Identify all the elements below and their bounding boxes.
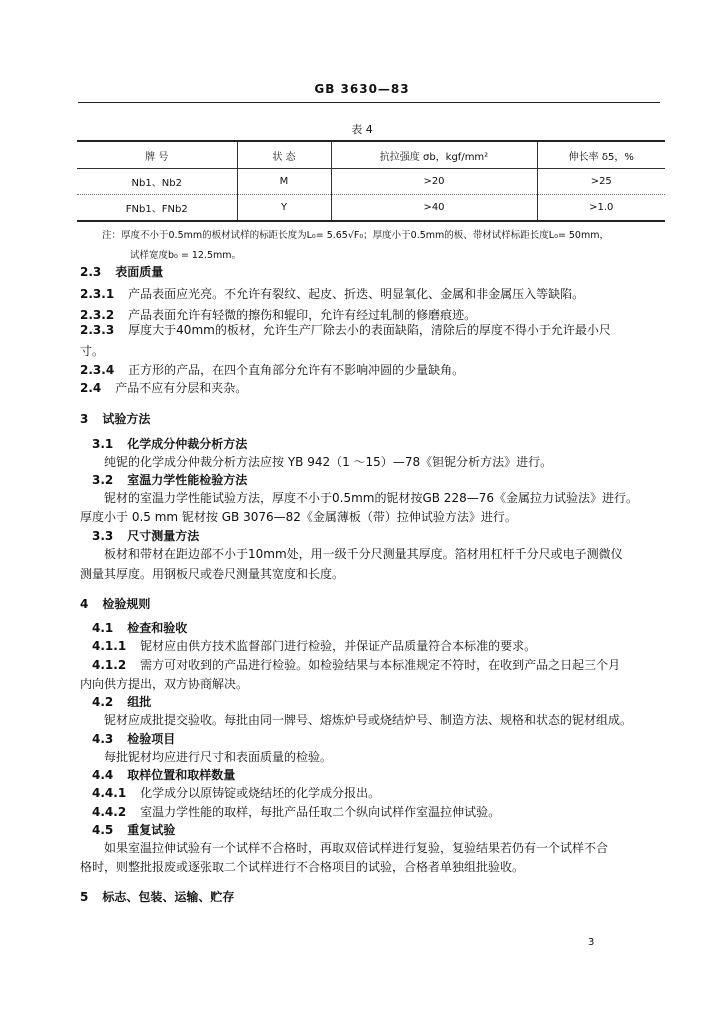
table-caption: 表 4 (351, 123, 373, 136)
section-number: 4.3 (92, 732, 114, 746)
section-number: 4.4 (92, 768, 114, 782)
clause-text: 产品表面应光亮。不允许有裂纹、起皮、折迭、明显氧化、金属和非金属压入等缺陷。 (128, 287, 585, 301)
section-title: 取样位置和取样数量 (127, 768, 236, 782)
clause-number: 2.3.1 (80, 287, 115, 301)
table-cell: >20 (331, 169, 537, 195)
table-cell: >40 (331, 195, 537, 222)
section-heading (80, 264, 670, 281)
section-heading (92, 822, 682, 839)
section-title: 室温力学性能检验方法 (127, 473, 248, 487)
column-header: 抗拉强度 σb，kgf/mm² (331, 141, 537, 169)
table-cell: >1.0 (537, 195, 665, 222)
section-title: 组批 (127, 695, 152, 709)
clause-text: 产品表面允许有轻微的擦伤和辊印，允许有经过轧制的修磨痕迹。 (128, 308, 477, 322)
table-cell: >25 (537, 169, 665, 195)
paragraph-line: 测量其厚度。用钢板尺或卷尺测量其宽度和长度。 (80, 567, 345, 581)
paragraph-line: 铌材的室温力学性能试验方法，厚度不小于0.5mm的铌材按GB 228—76《金属拉力试验法》进行。 (104, 491, 638, 505)
clause-text: 化学成分以原铸锭或烧结坯的化学成分报出。 (140, 786, 381, 800)
clause-text: 产品不应有分层和夹杂。 (115, 381, 248, 395)
table-header-row (77, 141, 665, 169)
clause-number: 4.1.1 (92, 639, 127, 653)
section-number: 3.3 (92, 529, 114, 543)
paragraph: 铌材应成批提交验收。每批由同一牌号、熔炼炉号或烧结炉号、制造方法、规格和状态的铌材组成。 (104, 713, 633, 727)
clause-text: 室温力学性能的取样，每批产品任取二个纵向试样作室温拉伸试验。 (140, 805, 501, 819)
section-title: 重复试验 (127, 823, 176, 837)
table-note-line: 试样宽度b₀ = 12.5mm。 (130, 250, 241, 261)
table-row (77, 169, 665, 195)
section-heading (92, 528, 682, 545)
paragraph-line: 板材和带材在距边部不小于10mm处，用一级千分尺测量其厚度。箔材用杠杆千分尺或电子测微仪 (104, 547, 623, 561)
section-title: 尺寸测量方法 (127, 529, 200, 543)
clause (80, 380, 670, 397)
clause-number: 4.1.2 (92, 658, 127, 672)
clause-text: 铌材应由供方技术监督部门进行检验，并保证产品质量符合本标准的要求。 (140, 639, 537, 653)
paragraph-line: 厚度小于 0.5 mm 铌材按 GB 3076—82《金属薄板（带）拉伸试验方法》进行。 (80, 510, 517, 524)
table-cell: FNb1、FNb2 (77, 195, 237, 222)
section-heading (92, 694, 682, 711)
clause-number: 2.3.4 (80, 363, 115, 377)
clause (80, 322, 670, 339)
clause-text: 厚度大于40mm的板材，允许生产厂除去小的表面缺陷，清除后的厚度不得小于允许最小尺 (128, 323, 611, 337)
paragraph: 纯铌的化学成分仲裁分析方法应按 YB 942（1 ～15）—78《钽铌分析方法》进行。 (104, 455, 553, 469)
clause (92, 657, 682, 674)
clause-number: 2.3.2 (80, 308, 115, 322)
chapter-number: 4 (80, 597, 89, 611)
column-header: 状 态 (237, 141, 331, 169)
chapter-heading (80, 411, 670, 428)
clause (92, 785, 682, 802)
chapter-title: 标志、包装、运输、贮存 (102, 890, 235, 904)
chapter-number: 5 (80, 890, 89, 904)
clause-continuation: 寸。 (80, 344, 105, 358)
clause-number: 2.4 (80, 381, 102, 395)
column-header: 伸长率 δ5，% (537, 141, 665, 169)
table-cell: Y (237, 195, 331, 222)
clause (92, 638, 682, 655)
clause (80, 286, 670, 303)
table-cell: M (237, 169, 331, 195)
section-title: 表面质量 (115, 265, 164, 279)
section-heading (92, 620, 682, 637)
table-note-line: 注：厚度不小于0.5mm的板材试样的标距长度为L₀= 5.65√F₀；厚度小于0.5mm的板、带材试样标距长度L₀= 50mm， (102, 230, 609, 241)
clause-number: 4.4.1 (92, 786, 127, 800)
clause-text: 需方可对收到的产品进行检验。如检验结果与本标准规定不符时，在收到产品之日起三个月 (140, 658, 621, 672)
chapter-number: 3 (80, 412, 89, 426)
section-number: 4.2 (92, 695, 114, 709)
paragraph-line: 如果室温拉伸试验有一个试样不合格时，再取双倍试样进行复验，复验结果若仍有一个试样不合 (104, 841, 609, 855)
chapter-title: 检验规则 (102, 597, 151, 611)
section-heading (92, 472, 682, 489)
page-number: 3 (588, 937, 595, 948)
table-row (77, 195, 665, 222)
paragraph: 每批铌材均应进行尺寸和表面质量的检验。 (104, 750, 333, 764)
table-cell: Nb1、Nb2 (77, 169, 237, 195)
clause-text: 正方形的产品，在四个直角部分允许有不影响冲圆的少量缺角。 (128, 363, 465, 377)
section-heading (92, 767, 682, 784)
standard-code-header: GB 3630—83 (314, 82, 410, 96)
properties-table (77, 140, 665, 222)
section-heading (92, 731, 682, 748)
chapter-heading (80, 889, 670, 906)
clause-number: 4.4.2 (92, 805, 127, 819)
column-header: 牌 号 (77, 141, 237, 169)
section-title: 化学成分仲裁分析方法 (127, 437, 248, 451)
section-heading (92, 436, 682, 453)
chapter-title: 试验方法 (102, 412, 151, 426)
section-number: 2.3 (80, 265, 102, 279)
clause (92, 804, 682, 821)
section-number: 3.2 (92, 473, 114, 487)
header-rule (78, 102, 660, 103)
clause (80, 362, 670, 379)
clause-number: 2.3.3 (80, 323, 115, 337)
section-title: 检验项目 (127, 732, 176, 746)
clause-continuation: 内向供方提出，双方协商解决。 (80, 677, 249, 691)
paragraph-line: 格时，则整批报废或逐张取二个试样进行不合格项目的试验，合格者单独组批验收。 (80, 860, 525, 874)
chapter-heading (80, 596, 670, 613)
section-number: 3.1 (92, 437, 114, 451)
section-number: 4.1 (92, 621, 114, 635)
section-number: 4.5 (92, 823, 114, 837)
section-title: 检查和验收 (127, 621, 188, 635)
